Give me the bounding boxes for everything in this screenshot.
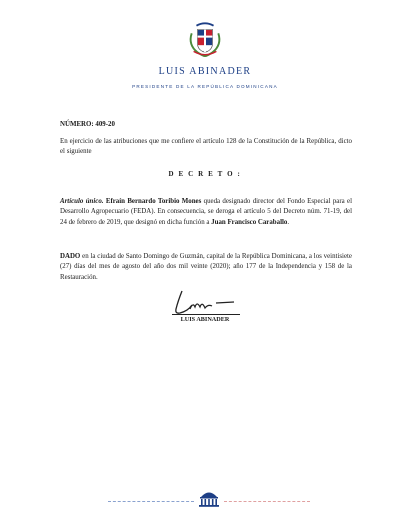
coat-of-arms-icon [186, 20, 224, 58]
header-title: PRESIDENTE DE LA REPÚBLICA DOMINICANA [132, 84, 278, 89]
decree-article [60, 197, 352, 228]
footer-divider-right [224, 501, 310, 502]
article-appointee: Efraín Bernardo Toribio Mones [105, 198, 202, 205]
signature-name: LUIS ABINADER [180, 316, 230, 323]
article-replaced: Juan Francisco Caraballo [211, 218, 288, 226]
dado-text: en la ciudad de Santo Domingo de Guzmán, capital de la República Dominicana, a los veintisiete (27) días del mes de agosto del año dos mil veinte (2020); año 177 de la Independencia y 158 de la Restauración. [60, 253, 352, 281]
signature-line [172, 314, 240, 315]
dado-label: DADO [60, 253, 81, 260]
footer-divider-left [108, 501, 194, 502]
article-end: . [287, 218, 290, 226]
article-label: Artículo único. [60, 198, 104, 205]
header-name: LUIS ABINADER [158, 66, 252, 77]
article-text: queda designado director del Fondo Especial para el Desarrollo Agropecuario (FEDA). En consecuencia, se deroga el artículo 5 del Decreto núm. 71-19, del 24 de febrero de 2019, que designó en dicha función a [60, 198, 352, 226]
handwritten-signature [168, 287, 248, 317]
decree-dado [60, 252, 352, 283]
decree-number: NÚMERO: 409-20 [60, 121, 115, 128]
decree-heading: D E C R E T O : [168, 170, 242, 178]
palace-emblem-icon [196, 488, 222, 508]
decree-intro: En ejercicio de las atribuciones que me confiere el artículo 128 de la Constitución de la República, dicto el siguiente [60, 138, 352, 156]
